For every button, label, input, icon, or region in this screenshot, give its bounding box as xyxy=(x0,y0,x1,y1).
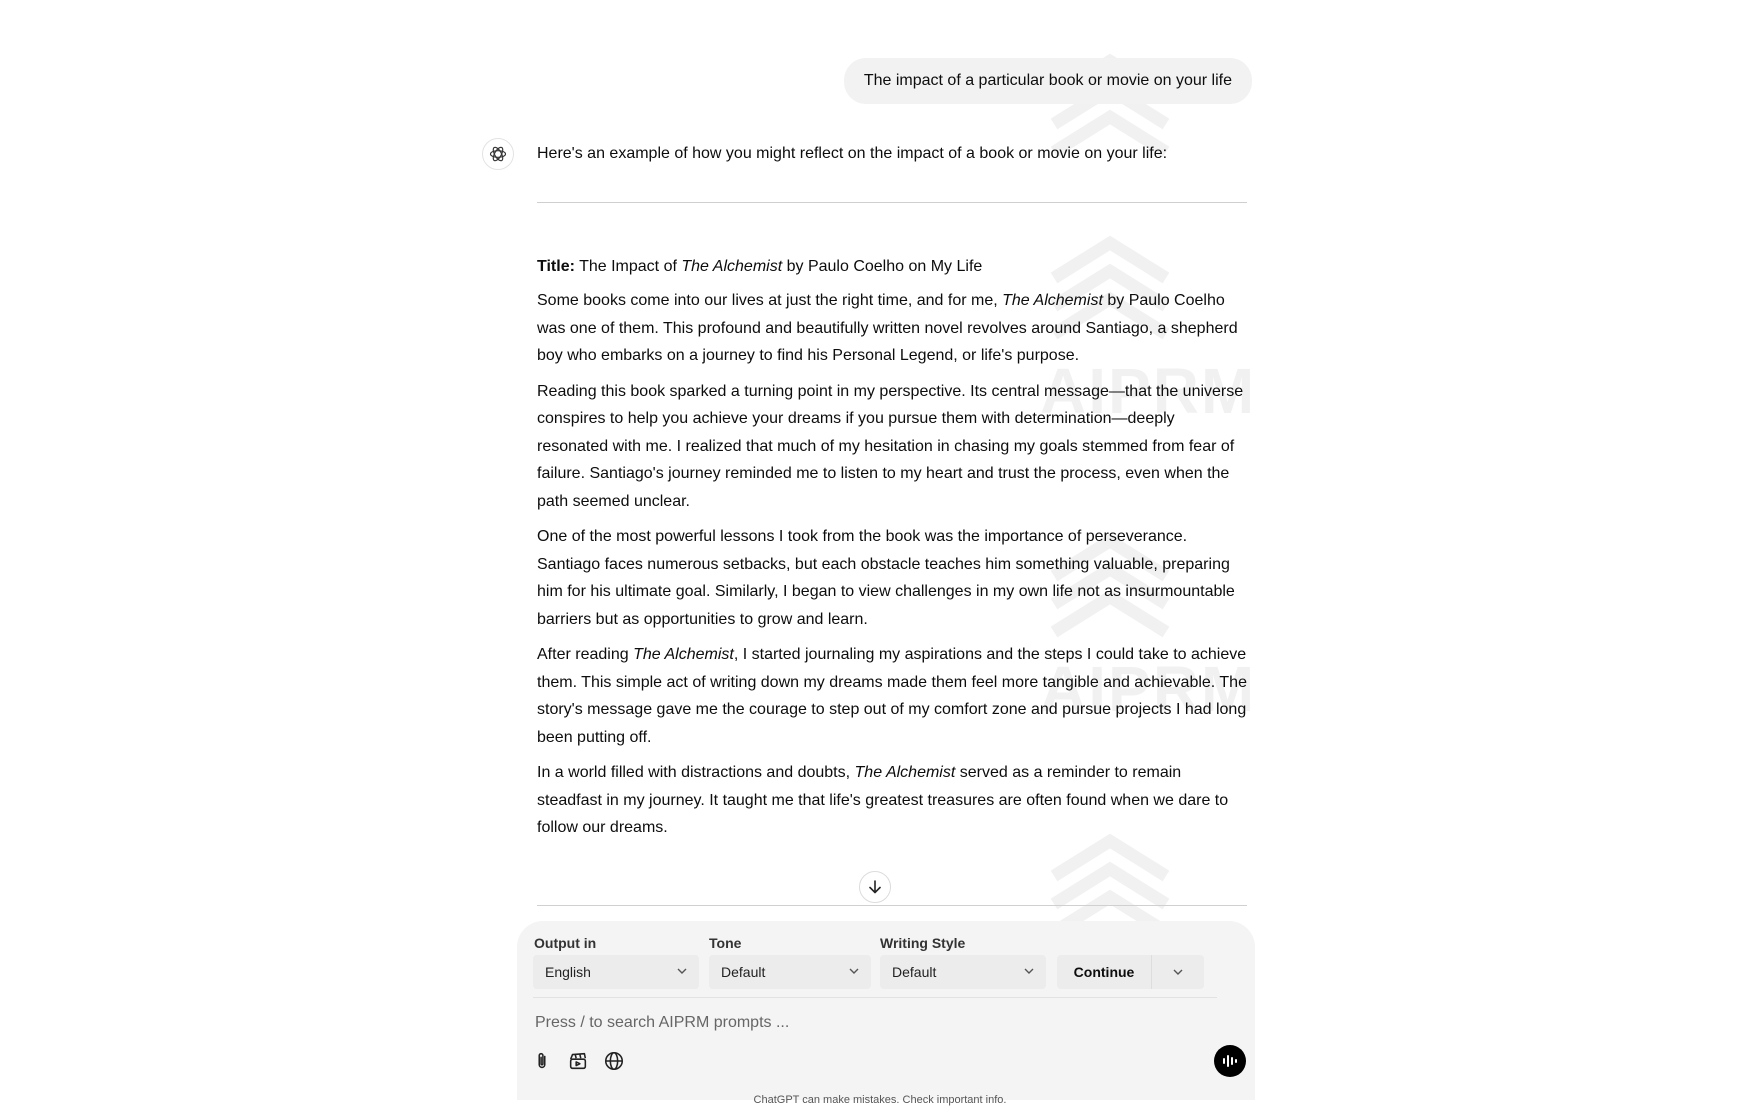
scroll-to-bottom-button[interactable] xyxy=(859,871,891,903)
continue-button[interactable]: Continue xyxy=(1057,955,1151,989)
tone-select[interactable] xyxy=(709,955,871,989)
writing-style-select[interactable] xyxy=(880,955,1046,989)
assistant-avatar xyxy=(482,138,514,170)
prompt-search-input[interactable] xyxy=(533,1005,1217,1041)
user-message-bubble: The impact of a particular book or movie on your life xyxy=(844,58,1252,104)
essay-paragraph-3: One of the most powerful lessons I took from the book was the importance of perseverance. Santiago faces numerous setbacks, but each obstacle teaches him something valuable, preparing him for his ultimate goal. Similarly, I began to view challenges in my own life not as insurmountable barriers but as opportunities to grow and learn. xyxy=(537,528,1235,628)
title-pre: The Impact of xyxy=(579,257,677,275)
assistant-intro: Here's an example of how you might reflect on the impact of a book or movie on your life: xyxy=(537,145,1168,162)
p5-book: The Alchemist xyxy=(854,764,956,781)
p5-pre: In a world filled with distractions and doubts, xyxy=(537,764,851,781)
p4-post: , I started journaling my aspirations and the steps I could take to achieve them. This simple act of writing down my dreams made them feel more tangible and achievable. The story's message gave me the courage to step out of my comfort zone and pursue projects I had long been putting off. xyxy=(537,646,1247,746)
p1-pre: Some books come into our lives at just the right time, and for me, xyxy=(537,292,998,309)
attach-button[interactable] xyxy=(529,1048,555,1074)
continue-options-button[interactable] xyxy=(1151,955,1204,989)
assistant-message xyxy=(537,140,1257,850)
p4-book: The Alchemist xyxy=(633,646,734,663)
content-bottom-divider xyxy=(537,905,1247,906)
essay-paragraph-5 xyxy=(537,759,1247,842)
composer xyxy=(517,921,1255,1100)
p1-book: The Alchemist xyxy=(1002,292,1103,309)
voice-waveform-icon xyxy=(1221,1052,1239,1070)
chevron-down-icon xyxy=(1022,964,1036,978)
chevron-down-icon xyxy=(1171,965,1185,979)
tools-button[interactable] xyxy=(565,1048,591,1074)
arrow-down-icon xyxy=(867,879,883,895)
essay-title xyxy=(537,253,1247,281)
globe-icon xyxy=(603,1050,625,1072)
voice-mode-button[interactable] xyxy=(1214,1045,1246,1077)
p1-post: by Paulo Coelho was one of them. This profound and beautifully written novel revolves around Santiago, a shepherd boy who embarks on a journey to find his Personal Legend, or life's purpose. xyxy=(537,292,1238,364)
chevron-down-icon xyxy=(847,964,861,978)
essay-paragraph-4 xyxy=(537,641,1257,751)
aiprm-watermark-text: AIPRM xyxy=(1040,355,1257,427)
openai-logo-icon xyxy=(488,144,508,164)
tone-label: Tone xyxy=(709,935,742,951)
output-language-label: Output in xyxy=(534,935,597,951)
web-search-button[interactable] xyxy=(601,1048,627,1074)
paperclip-icon xyxy=(531,1050,553,1072)
title-book: The Alchemist xyxy=(681,257,783,275)
essay-paragraph-1 xyxy=(537,287,1247,370)
output-language-select[interactable] xyxy=(533,955,699,989)
writing-style-label: Writing Style xyxy=(880,935,966,951)
tone-value: Default xyxy=(721,964,766,980)
title-label: Title: xyxy=(537,257,575,275)
chevron-down-icon xyxy=(675,964,689,978)
essay-paragraph-2: Reading this book sparked a turning point in my perspective. Its central message—that the universe conspires to help you achieve your dreams if you pursue them with determination—deeply resonated with me. I realized that much of my hesitation in chasing my goals stemmed from fear of failure. Santiago's journey reminded me to listen to my heart and trust the process, even when the path seemed unclear. xyxy=(537,382,1244,510)
section-divider xyxy=(537,202,1247,203)
disclaimer-text: ChatGPT can make mistakes. Check important info. xyxy=(753,1094,1007,1106)
title-post: by Paulo Coelho on My Life xyxy=(786,257,983,275)
composer-divider xyxy=(533,997,1217,998)
writing-style-value: Default xyxy=(892,964,937,980)
clapperboard-icon xyxy=(567,1050,589,1072)
output-language-value: English xyxy=(545,964,591,980)
p5-post: served as a reminder to remain steadfast in my journey. It taught me that life's greatest treasures are often found when we dare to follow our dreams. xyxy=(537,764,1229,836)
p4-pre: After reading xyxy=(537,646,629,663)
aiprm-watermark-text: AIPRM xyxy=(1040,653,1257,725)
